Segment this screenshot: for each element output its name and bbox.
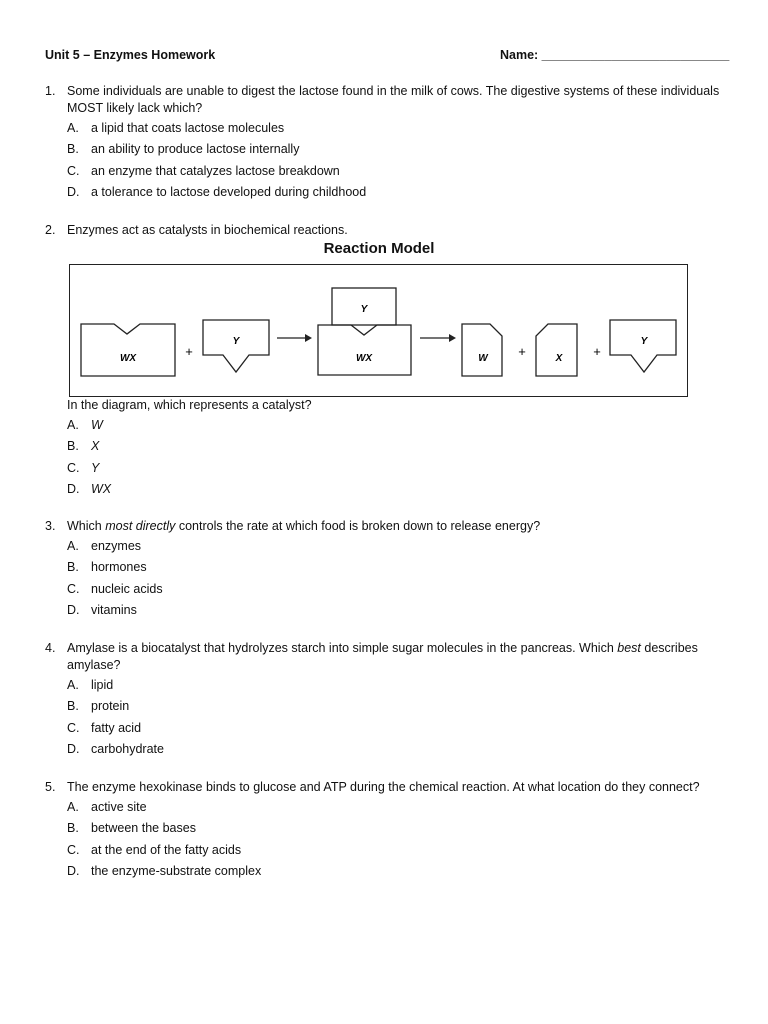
diagram-frame <box>70 265 688 397</box>
answer-option-d: D. carbohydrate <box>67 741 164 756</box>
answer-option-a: A. W <box>67 418 103 432</box>
question-prompt: In the diagram, which represents a catalyst? <box>67 398 312 412</box>
answer-option-d: D. vitamins <box>67 602 137 617</box>
question-1 <box>45 83 725 205</box>
plus-sign: + <box>593 344 601 359</box>
answer-option-d: D. the enzyme-substrate complex <box>67 863 262 878</box>
reaction-arrow-head <box>449 334 456 342</box>
question-text: Enzymes act as catalysts in biochemical reactions. <box>67 223 348 237</box>
question-number: 3. <box>45 519 56 533</box>
reaction-arrow-head <box>305 334 312 342</box>
enzyme-y-label: Y <box>232 336 240 347</box>
substrate-wx-shape <box>81 324 175 376</box>
question-number: 1. <box>45 84 56 98</box>
product-x-label: X <box>555 353 563 364</box>
answer-option-c: C. fatty acid <box>67 720 142 735</box>
answer-option-c: C. Y <box>67 460 100 475</box>
answer-option-a: A. active site <box>67 800 147 814</box>
question-2-prompt <box>45 397 725 502</box>
complex-substrate-wx-shape <box>318 325 411 375</box>
question-text: Amylase is a biocatalyst that hydrolyzes starch into simple sugar molecules in the pancreas. Which best describes amylase? <box>67 641 698 672</box>
answer-option-c: C. nucleic acids <box>67 581 163 596</box>
question-number: 5. <box>45 780 56 794</box>
question-number: 2. <box>45 223 56 237</box>
plus-sign: + <box>518 344 526 359</box>
question-text: Some individuals are unable to digest the lactose found in the milk of cows. The digestive systems of these individuals MOST likely lack which? <box>67 84 720 115</box>
question-2 <box>45 222 725 239</box>
question-4 <box>45 640 725 762</box>
question-text: The enzyme hexokinase binds to glucose and ATP during the chemical reaction. At what location do they connect? <box>67 780 700 794</box>
question-5 <box>45 779 725 884</box>
answer-option-c: C. at the end of the fatty acids <box>67 842 242 857</box>
substrate-wx-label: WX <box>119 353 137 364</box>
plus-sign: + <box>185 344 193 359</box>
complex-wx-label: WX <box>355 353 373 364</box>
answer-option-a: A. enzymes <box>67 539 142 553</box>
released-y-label: Y <box>640 336 648 347</box>
answer-option-a: A. lipid <box>67 678 114 692</box>
worksheet-title: Unit 5 – Enzymes Homework <box>45 48 216 62</box>
answer-option-b: B. hormones <box>67 560 147 575</box>
product-x-shape <box>536 324 577 376</box>
reaction-model-diagram <box>69 264 689 403</box>
answer-option-d: D. WX <box>67 481 112 496</box>
question-3 <box>45 518 725 623</box>
answer-option-b: B. X <box>67 439 100 454</box>
answer-option-c: C. an enzyme that catalyzes lactose breakdown <box>67 163 340 178</box>
name-field-label: Name: ___________________________ <box>500 48 730 62</box>
reaction-model-svg <box>69 264 689 398</box>
answer-option-d: D. a tolerance to lactose developed during childhood <box>67 184 367 199</box>
answer-option-b: B. between the bases <box>67 821 196 836</box>
answer-option-b: B. protein <box>67 699 130 714</box>
product-w-label: W <box>478 353 488 364</box>
question-number: 4. <box>45 641 56 655</box>
answer-option-a: A. a lipid that coats lactose molecules <box>67 121 285 135</box>
question-text: Which most directly controls the rate at which food is broken down to release energy? <box>67 519 541 533</box>
answer-option-b: B. an ability to produce lactose internally <box>67 142 300 157</box>
complex-y-label: Y <box>360 304 368 315</box>
product-w-shape <box>462 324 502 376</box>
diagram-title: Reaction Model <box>323 240 435 257</box>
